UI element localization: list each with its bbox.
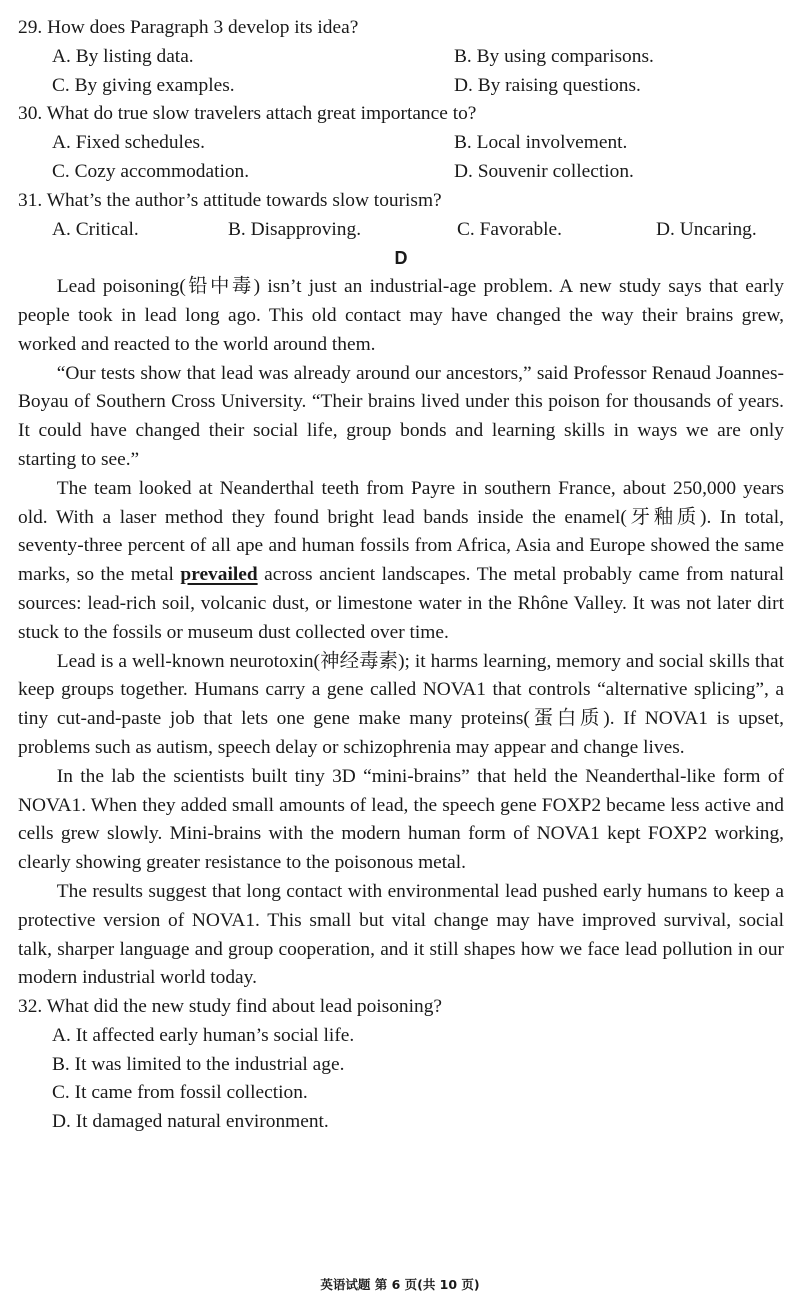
option-a: A. Critical. — [52, 218, 139, 240]
option-row — [18, 158, 784, 187]
option-a: A. Fixed schedules. — [52, 132, 205, 154]
option-list — [18, 1022, 784, 1137]
question-30 — [18, 100, 784, 186]
question-stem: 31. What’s the author’s attitude towards slow tourism? — [18, 189, 442, 211]
passage-paragraph-2: “Our tests show that lead was already around our ancestors,” said Professor Renaud Joannes-Boyau of Southern Cross University. “Their brains lived under this poison for thousands of years. It could have changed their social life, group bonds and learning skills in ways we are only starting to see.” — [18, 362, 784, 470]
passage-paragraph-5: In the lab the scientists built tiny 3D “mini-brains” that held the Neanderthal-like form of NOVA1. When they added small amounts of lead, the speech gene FOXP2 became less active and cells grew slowly. Mini-brains with the modern human form of NOVA1 kept FOXP2 working, clearly showing greater resistance to the poisonous metal. — [18, 765, 784, 874]
question-29 — [18, 14, 784, 100]
option-d: D. Uncaring. — [656, 218, 757, 240]
question-stem: 29. How does Paragraph 3 develop its idea? — [18, 17, 359, 38]
option-a: A. By listing data. — [52, 45, 194, 67]
section-title: D — [394, 248, 408, 269]
exam-page — [18, 14, 784, 1137]
option-d: D. Souvenir collection. — [454, 160, 634, 182]
option-a: A. It affected early human’s social life. — [52, 1024, 355, 1046]
keyword-prevailed: prevailed — [180, 564, 258, 586]
option-c: C. It came from fossil collection. — [52, 1082, 308, 1104]
option-c: C. Favorable. — [457, 218, 563, 240]
passage-paragraph-1: Lead poisoning(铅中毒) isn’t just an industrial-age problem. A new study says that early people took in lead long ago. This old contact may have changed the way their brains grew, worked and reacted to the world around them. — [18, 276, 784, 355]
passage — [18, 273, 784, 993]
passage-paragraph-6: The results suggest that long contact with environmental lead pushed early humans to keep a protective version of NOVA1. This small but vital change may have improved survival, social talk, sharper language and group cooperation, and it still shapes how we face lead pollution in our modern industrial world today. — [18, 880, 784, 989]
option-c: C. Cozy accommodation. — [52, 160, 250, 182]
option-b: B. It was limited to the industrial age. — [52, 1053, 345, 1075]
paragraph-text: across ancient landscapes. The metal probably came from natural sources: lead-rich soil, volcanic dust, or limestone water in the Rhône Valley. It was not later dirt stuck to the fossils or museum dust collected over time. — [18, 564, 784, 643]
question-stem: 32. What did the new study find about lead poisoning? — [18, 996, 443, 1018]
option-b: B. Disapproving. — [228, 218, 362, 240]
paragraph-text: The team looked at Neanderthal teeth from Payre in southern France, about 250,000 years old. With a laser method they found bright lead bands inside the enamel(牙釉质). In total, seventy-three percent of all ape and human fossils from Africa, Asia and Europe showed the same marks, so the metal — [18, 477, 784, 586]
option-d: D. It damaged natural environment. — [52, 1111, 329, 1133]
passage-paragraph-3 — [18, 475, 784, 648]
page-footer: 英语试题 第 6 页(共 10 页) — [320, 1277, 480, 1292]
question-31 — [18, 187, 784, 245]
option-row — [18, 129, 784, 158]
option-b: B. Local involvement. — [454, 132, 628, 154]
passage-paragraph-4: Lead is a well-known neurotoxin(神经毒素); it harms learning, memory and social skills that keep groups together. Humans carry a gene called NOVA1 that controls “alternative splicing”, a tiny cut-and-paste job that lets one gene make many proteins(蛋白质). If NOVA1 is upset, problems such as autism, speech delay or schizophrenia may appear and change lives. — [18, 650, 784, 758]
option-row — [18, 216, 784, 245]
option-row — [18, 72, 784, 101]
option-b: B. By using comparisons. — [454, 45, 654, 67]
question-32 — [18, 993, 784, 1137]
option-d: D. By raising questions. — [454, 74, 641, 96]
option-row — [18, 43, 784, 72]
question-stem: 30. What do true slow travelers attach great importance to? — [18, 103, 477, 125]
option-c: C. By giving examples. — [52, 74, 235, 96]
